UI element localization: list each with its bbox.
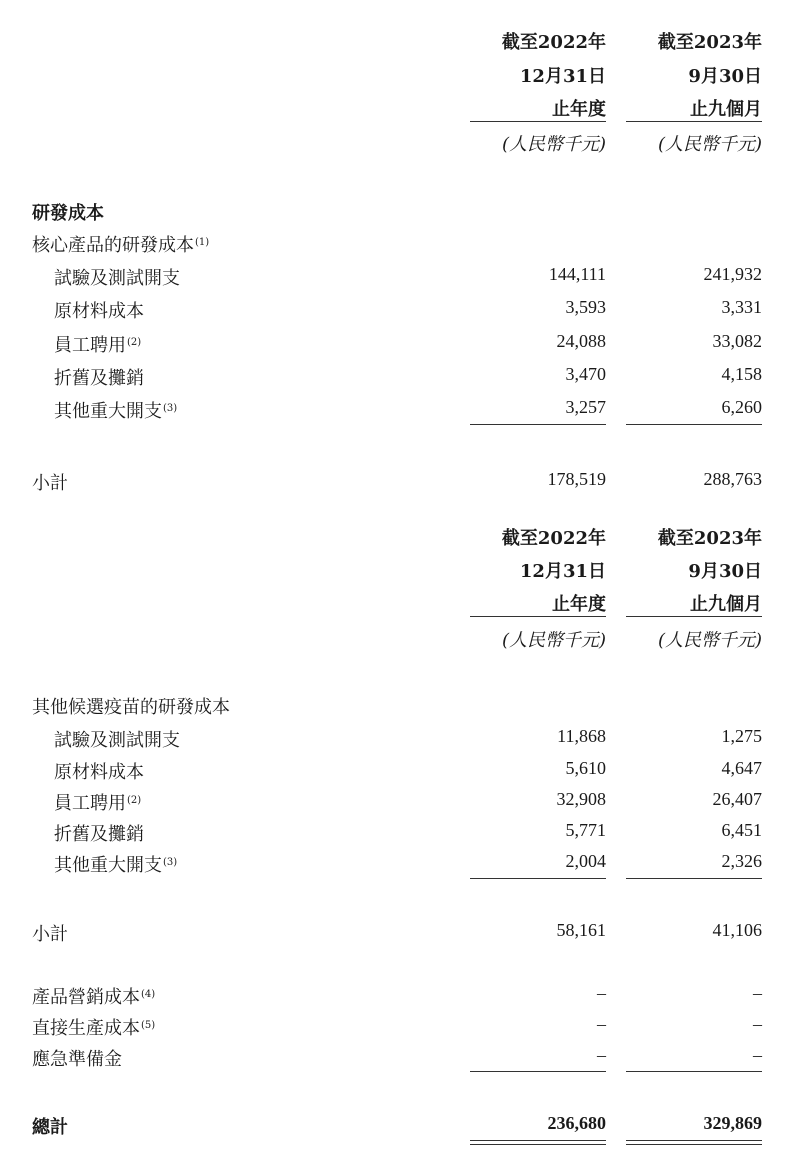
header-rule <box>626 616 762 617</box>
row-label: 直接生產成本$^{(5)}$ <box>32 1018 156 1039</box>
value-2022: 5,610 <box>565 758 606 778</box>
subtotal-rule <box>626 878 762 879</box>
subtotal-rule <box>626 424 762 425</box>
total-rule <box>626 1071 762 1072</box>
subtotal-2022: 58,161 <box>556 920 606 940</box>
value-2023: – <box>753 1014 762 1034</box>
unit-label: (人民幣千元) <box>657 630 762 651</box>
subtotal-label: 小計 <box>32 473 68 494</box>
header-line1: 截至2023年 <box>657 528 762 549</box>
header-rule <box>470 121 606 122</box>
footnote-marker: (3) <box>163 857 178 868</box>
value-2023: 6,260 <box>721 397 762 417</box>
value-2022: 32,908 <box>556 789 606 809</box>
row-label: 試驗及測試開支 <box>54 730 180 751</box>
row-label: 試驗及測試開支 <box>54 268 180 289</box>
value-2022: – <box>597 1014 606 1034</box>
subtotal-rule <box>470 878 606 879</box>
group-title-core: 核心產品的研發成本$^{(1)}$ <box>32 235 210 256</box>
total-label: 總計 <box>32 1117 68 1138</box>
value-2023: 26,407 <box>712 789 762 809</box>
header-line3: 止九個月 <box>690 99 762 120</box>
group-title-other: 其他候選疫苗的研發成本 <box>32 697 230 718</box>
value-2023: – <box>753 1045 762 1065</box>
header-line2: 9月30日 <box>688 66 762 87</box>
value-2023: 3,331 <box>721 297 762 317</box>
value-2023: – <box>753 983 762 1003</box>
value-2022: 3,470 <box>565 364 606 384</box>
header-line1: 截至2023年 <box>657 32 762 53</box>
value-2023: 241,932 <box>703 264 762 284</box>
value-2023: 33,082 <box>712 331 762 351</box>
row-label: 員工聘用$^{(2)}$ <box>54 335 142 356</box>
value-2023: 4,647 <box>721 758 762 778</box>
header-line2: 9月30日 <box>688 561 762 582</box>
value-2023: 2,326 <box>721 851 762 871</box>
value-2023: 4,158 <box>721 364 762 384</box>
value-2022: 3,593 <box>565 297 606 317</box>
double-underline <box>470 1140 606 1145</box>
value-2022: – <box>597 983 606 1003</box>
value-2022: 144,111 <box>548 264 606 284</box>
section-title: 研發成本 <box>32 203 104 224</box>
footnote-marker: (4) <box>141 989 156 1000</box>
total-2023: 329,869 <box>703 1113 762 1133</box>
unit-label: (人民幣千元) <box>501 134 606 155</box>
value-2022: 2,004 <box>565 851 606 871</box>
header-line3: 止年度 <box>552 99 606 120</box>
header-line1: 截至2022年 <box>501 528 606 549</box>
footnote-marker: (1) <box>195 237 210 248</box>
value-2022: 24,088 <box>556 331 606 351</box>
double-underline <box>626 1140 762 1145</box>
header-line2: 12月31日 <box>519 561 606 582</box>
header-line3: 止九個月 <box>690 594 762 615</box>
row-label: 產品營銷成本$^{(4)}$ <box>32 987 156 1008</box>
footnote-marker: (5) <box>141 1020 156 1031</box>
row-label: 折舊及攤銷 <box>54 824 144 845</box>
value-2022: 5,771 <box>565 820 606 840</box>
subtotal-2023: 41,106 <box>712 920 762 940</box>
row-label: 其他重大開支$^{(3)}$ <box>54 401 178 422</box>
subtotal-label: 小計 <box>32 924 68 945</box>
value-2023: 6,451 <box>721 820 762 840</box>
value-2022: 3,257 <box>565 397 606 417</box>
footnote-marker: (2) <box>127 795 142 806</box>
value-2023: 1,275 <box>721 726 762 746</box>
subtotal-rule <box>470 424 606 425</box>
value-2022: – <box>597 1045 606 1065</box>
total-rule <box>470 1071 606 1072</box>
header-rule <box>626 121 762 122</box>
footnote-marker: (2) <box>127 337 142 348</box>
row-label: 應急準備金 <box>32 1049 122 1070</box>
subtotal-2022: 178,519 <box>547 469 606 489</box>
total-2022: 236,680 <box>547 1113 606 1133</box>
header-rule <box>470 616 606 617</box>
value-2022: 11,868 <box>557 726 606 746</box>
header-line1: 截至2022年 <box>501 32 606 53</box>
unit-label: (人民幣千元) <box>657 134 762 155</box>
row-label: 其他重大開支$^{(3)}$ <box>54 855 178 876</box>
subtotal-2023: 288,763 <box>703 469 762 489</box>
header-line2: 12月31日 <box>519 66 606 87</box>
row-label: 員工聘用$^{(2)}$ <box>54 793 142 814</box>
row-label: 折舊及攤銷 <box>54 368 144 389</box>
unit-label: (人民幣千元) <box>501 630 606 651</box>
footnote-marker: (3) <box>163 403 178 414</box>
row-label: 原材料成本 <box>54 762 144 783</box>
row-label: 原材料成本 <box>54 301 144 322</box>
header-line3: 止年度 <box>552 594 606 615</box>
